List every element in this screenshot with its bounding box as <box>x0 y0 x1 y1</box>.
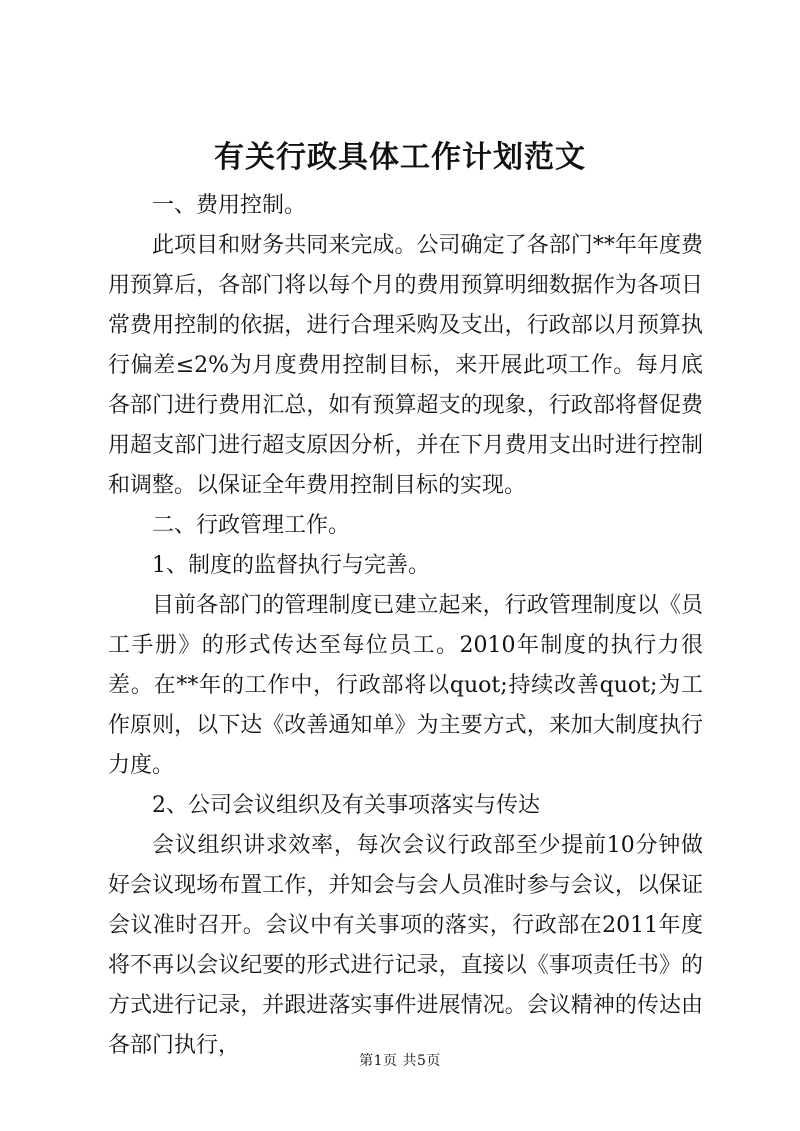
paragraph-meeting-organization: 会议组织讲求效率，每次会议行政部至少提前10分钟做好会议现场布置工作，并知会与会人员准时参与会议，以保证会议准时召开。会议中有关事项的落实，行政部在2011年度将不再以会议纪要的形式进行记录，直接以《事项责任书》的方式进行记录，并跟进落实事件进展情况。会议精神的传达由各部门执行， <box>108 833 703 1058</box>
section-heading-cost-control: 一、费用控制。 <box>152 193 307 218</box>
document-title: 有关行政具体工作计划范文 <box>214 140 586 175</box>
page-footer: 第1页 共5页 <box>359 1053 441 1069</box>
paragraph-cost-control: 此项目和财务共同来完成。公司确定了各部门**年年度费用预算后，各部门将以每个月的费用预算明细数据作为各项日常费用控制的依据，进行合理采购及支出，行政部以月预算执行偏差≤2%为月度费用控制目标，来开展此项工作。每月底各部门进行费用汇总，如有预算超支的现象，行政部将督促费用超支部门进行超支原因分析，并在下月费用支出时进行控制和调整。以保证全年费用控制目标的实现。 <box>108 233 703 498</box>
subheading-policy-supervision: 1、制度的监督执行与完善。 <box>152 553 430 578</box>
document-body <box>108 186 703 1066</box>
subheading-meeting-organization: 2、公司会议组织及有关事项落实与传达 <box>152 793 540 818</box>
section-heading-admin-management: 二、行政管理工作。 <box>152 513 351 538</box>
paragraph-policy-supervision: 目前各部门的管理制度已建立起来，行政管理制度以《员工手册》的形式传达至每位员工。2010年制度的执行力很差。在**年的工作中，行政部将以quot;持续改善quot;为工作原则，以下达《改善通知单》为主要方式，来加大制度执行力度。 <box>108 593 703 778</box>
